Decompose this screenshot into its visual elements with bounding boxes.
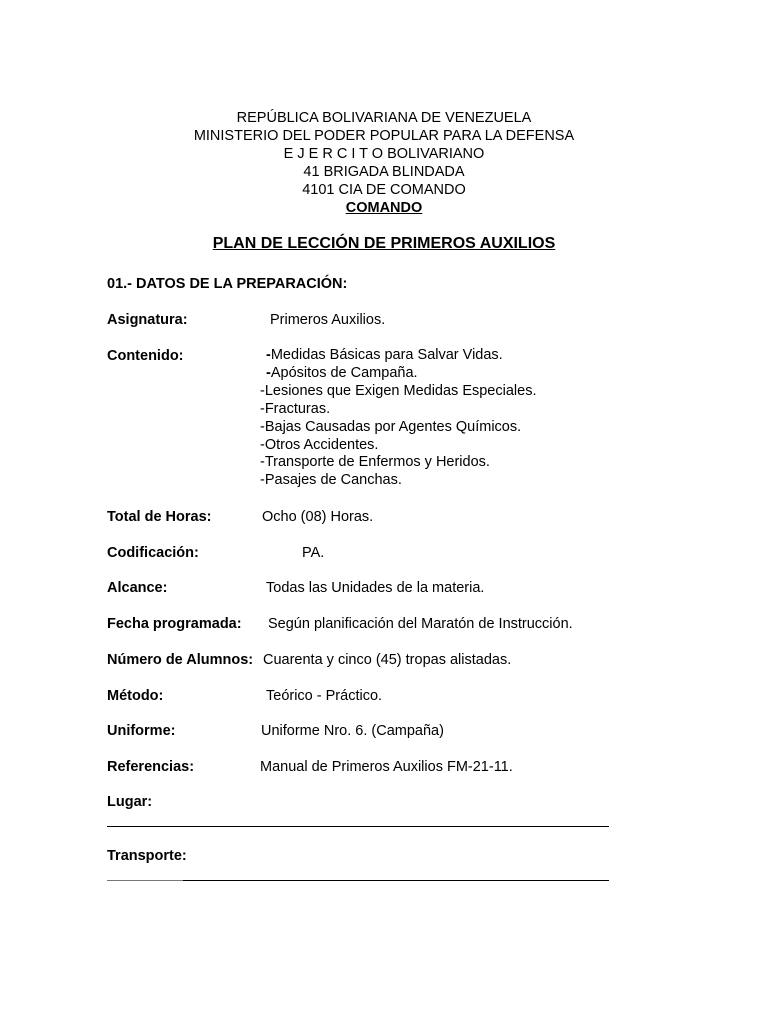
header-army: E J E R C I T O BOLIVARIANO [283, 146, 485, 162]
codificacion-label: Codificación: [107, 545, 199, 561]
contenido-label: Contenido: [107, 348, 184, 364]
uniforme-value: Uniforme Nro. 6. (Campaña) [261, 723, 444, 739]
contenido-item: -Otros Accidentes. [260, 436, 379, 453]
codificacion-value: PA. [302, 545, 325, 561]
total-horas-label: Total de Horas: [107, 509, 212, 525]
referencias-value: Manual de Primeros Auxilios FM-21-11. [260, 759, 513, 775]
header-brigade: 41 BRIGADA BLINDADA [303, 164, 465, 180]
contenido-item: -Fracturas. [260, 400, 331, 417]
asignatura-label: Asignatura: [107, 312, 188, 328]
contenido-item: -Lesiones que Exigen Medidas Especiales. [260, 382, 537, 399]
header-command: COMANDO [345, 200, 423, 216]
fecha-value: Según planificación del Maratón de Instrucción. [268, 616, 573, 632]
contenido-item: -Bajas Causadas por Agentes Químicos. [260, 418, 522, 435]
alumnos-label: Número de Alumnos: [107, 652, 254, 668]
transporte-blank-line [183, 880, 609, 881]
document-header [0, 109, 768, 217]
contenido-item: -Pasajes de Canchas. [260, 472, 402, 489]
transporte-label: Transporte: [107, 848, 187, 864]
alcance-label: Alcance: [107, 580, 168, 596]
uniforme-label: Uniforme: [107, 723, 176, 739]
referencias-label: Referencias: [107, 759, 195, 775]
lugar-label: Lugar: [107, 794, 153, 810]
lugar-blank-line [107, 826, 609, 827]
metodo-label: Método: [107, 688, 164, 704]
transporte-blank-line-short [107, 880, 183, 881]
asignatura-value: Primeros Auxilios. [270, 312, 386, 328]
contenido-item: -Apósitos de Campaña. [266, 364, 418, 381]
contenido-item: -Medidas Básicas para Salvar Vidas. [266, 347, 503, 363]
header-republic: REPÚBLICA BOLIVARIANA DE VENEZUELA [236, 110, 532, 126]
contenido-list [260, 347, 536, 490]
alumnos-value: Cuarenta y cinco (45) tropas alistadas. [263, 652, 512, 668]
contenido-item: -Transporte de Enfermos y Heridos. [260, 454, 490, 471]
document-title: PLAN DE LECCIÓN DE PRIMEROS AUXILIOS [212, 235, 556, 252]
fecha-label: Fecha programada: [107, 616, 242, 632]
total-horas-value: Ocho (08) Horas. [262, 509, 374, 525]
alcance-value: Todas las Unidades de la materia. [266, 580, 485, 596]
header-ministry: MINISTERIO DEL PODER POPULAR PARA LA DEFENSA [193, 128, 575, 144]
header-company: 4101 CIA DE COMANDO [302, 182, 466, 198]
section-heading: 01.- DATOS DE LA PREPARACIÓN: [107, 276, 348, 292]
metodo-value: Teórico - Práctico. [266, 688, 383, 704]
